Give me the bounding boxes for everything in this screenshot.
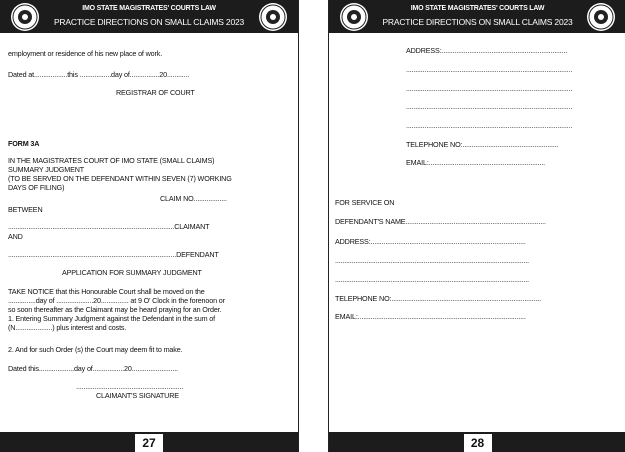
address-field: ADDRESS:.................................................................... — [406, 46, 568, 55]
address-dots-2: .......................................................................................... — [406, 84, 573, 93]
header-subtitle: PRACTICE DIRECTIONS ON SMALL CLAIMS 2023 — [382, 17, 573, 27]
between-label: BETWEEN — [8, 205, 43, 214]
header-title: IMO STATE MAGISTRATES' COURTS LAW — [410, 5, 545, 12]
form-title: FORM 3A — [8, 139, 40, 148]
notice-line-1: TAKE NOTICE that this Honourable Court shall be moved on the — [8, 287, 205, 296]
notice-line-5: (N....................) plus interest and costs. — [8, 323, 127, 332]
claimant-line: ..........................................................................................CLAIMANT — [8, 222, 210, 231]
page-28 — [328, 0, 625, 452]
court-seal-icon — [10, 2, 40, 32]
claimant-signature-label: CLAIMANT'S SIGNATURE — [96, 391, 179, 400]
address-dots-3: .......................................................................................... — [406, 102, 573, 111]
page-27 — [0, 0, 299, 452]
defendant-line: ...........................................................................................DEFENDANT — [8, 250, 219, 259]
court-seal-icon — [586, 2, 616, 32]
page-header — [0, 0, 298, 33]
email-field: EMAIL:............................................................... — [406, 158, 546, 167]
notice-line-2: ...............day of ....................20............... at 9 O' Clock in the forenoon or — [8, 296, 225, 305]
page-number: 27 — [135, 434, 163, 452]
defendant-telephone-field: TELEPHONE NO:................................................................................. — [335, 294, 541, 303]
page-number: 28 — [464, 434, 492, 452]
notice-line-4: 1. Entering Summary Judgment against the Defendant in the sum of — [8, 314, 215, 323]
header-subtitle: PRACTICE DIRECTIONS ON SMALL CLAIMS 2023 — [53, 17, 245, 27]
defendant-address-dots-2: ......................................................................................................... — [335, 275, 529, 284]
defendant-address-dots-1: ......................................................................................................... — [335, 256, 529, 265]
claim-no: CLAIM NO.................. — [160, 194, 227, 203]
served-line-2: DAYS OF FILING) — [8, 183, 65, 192]
dated-this-line: Dated this...................day of.................20......................... — [8, 364, 178, 373]
defendant-address-field: ADDRESS:.................................................................................... — [335, 237, 526, 246]
court-seal-icon — [339, 2, 369, 32]
address-dots-1: .......................................................................................... — [406, 65, 573, 74]
notice-line-3: so soon thereafter as the Claimant may be heard praying for an Order. — [8, 305, 222, 314]
page-footer — [0, 432, 298, 452]
signature-line: .......................................................... — [76, 382, 184, 391]
telephone-field: TELEPHONE NO:.................................................... — [406, 140, 559, 149]
dated-line: Dated at..................this .................day of................20............ — [8, 70, 190, 79]
page-header — [329, 0, 625, 33]
page-footer — [329, 432, 625, 452]
notice-line-6: 2. And for such Order (s) the Court may deem fit to make. — [8, 345, 183, 354]
employment-line: employment or residence of his new place of work. — [8, 49, 163, 58]
header-title: IMO STATE MAGISTRATES' COURTS LAW — [82, 5, 216, 12]
registrar-label: REGISTRAR OF COURT — [116, 88, 195, 97]
application-title: APPLICATION FOR SUMMARY JUDGMENT — [62, 268, 202, 277]
address-dots-4: .......................................................................................... — [406, 121, 573, 130]
and-label: AND — [8, 232, 23, 241]
summary-judgment-title: SUMMARY JUDGMENT — [8, 165, 85, 174]
defendant-email-field: EMAIL:........................................................................................... — [335, 312, 526, 321]
service-label: FOR SERVICE ON — [335, 198, 395, 207]
defendant-name-field: DEFENDANT'S NAME............................................................................ — [335, 217, 546, 226]
court-seal-icon — [258, 2, 288, 32]
court-line: IN THE MAGISTRATES COURT OF IMO STATE (SMALL CLAIMS) — [8, 156, 215, 165]
served-line-1: (TO BE SERVED ON THE DEFENDANT WITHIN SEVEN (7) WORKING — [8, 174, 232, 183]
